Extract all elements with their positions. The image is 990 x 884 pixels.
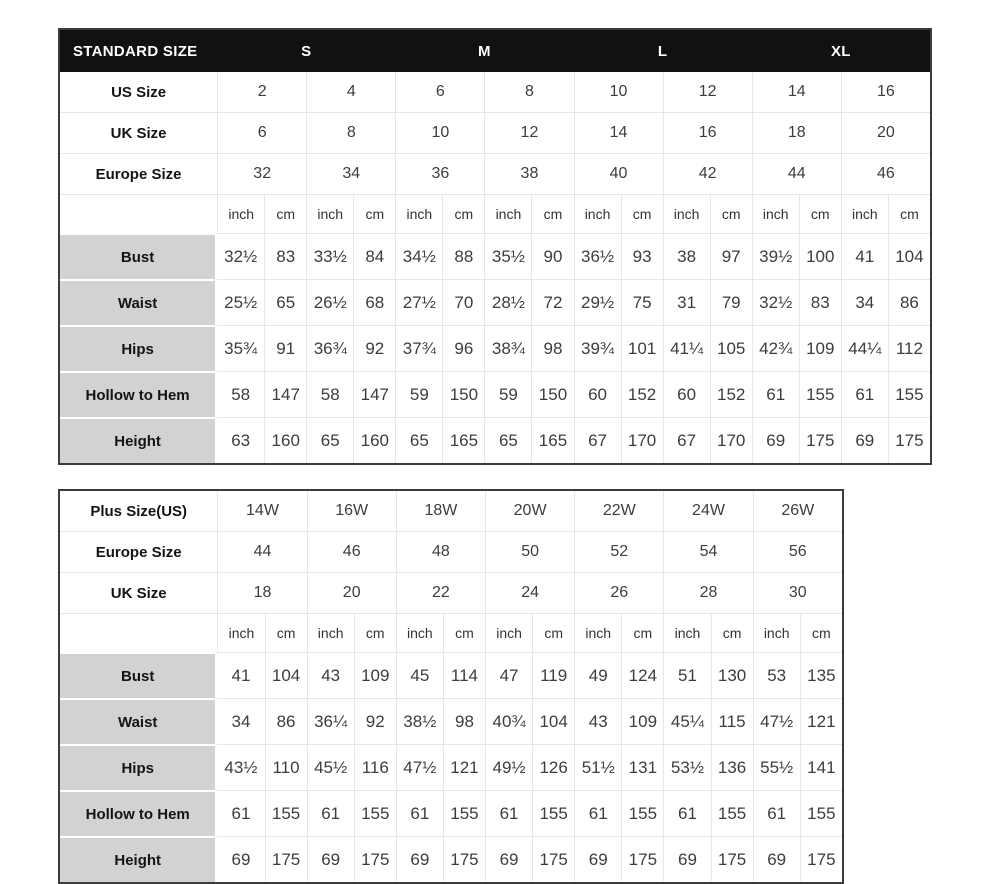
measurement-value: 34½ [395, 233, 442, 279]
measurement-value: 51½ [574, 744, 621, 790]
measurement-value: 119 [532, 652, 574, 698]
unit-inch-label: inch [753, 613, 800, 652]
measure-row [60, 652, 842, 698]
measurement-value: 42¾ [752, 325, 799, 371]
measurement-value: 175 [354, 836, 396, 882]
measurement-value: 109 [621, 698, 663, 744]
measurement-label: Hollow to Hem [60, 790, 217, 836]
measurement-value: 150 [442, 371, 484, 417]
size-value: 22W [574, 491, 663, 531]
measurement-label: Bust [60, 652, 217, 698]
measure-row [60, 790, 842, 836]
size-value: 14 [752, 72, 841, 112]
size-value: 28 [663, 572, 752, 613]
measurement-value: 38¾ [484, 325, 531, 371]
measurement-value: 65 [264, 279, 306, 325]
measurement-value: 61 [485, 790, 532, 836]
measurement-value: 124 [621, 652, 663, 698]
measurement-value: 175 [799, 417, 841, 463]
size-value: 40 [574, 153, 663, 194]
unit-inch-label: inch [217, 613, 264, 652]
measurement-value: 97 [710, 233, 752, 279]
unit-inch-label: inch [395, 194, 442, 233]
measurement-value: 175 [621, 836, 663, 882]
measurement-value: 41¼ [663, 325, 710, 371]
measurement-value: 49 [574, 652, 621, 698]
measurement-value: 175 [711, 836, 753, 882]
size-value: 6 [217, 112, 306, 153]
size-value: 16 [841, 72, 930, 112]
unit-inch-label: inch [663, 613, 710, 652]
measurement-value: 61 [752, 371, 799, 417]
measurement-value: 27½ [395, 279, 442, 325]
measurement-value: 98 [443, 698, 485, 744]
size-value: 48 [396, 531, 485, 572]
size-row [60, 572, 842, 613]
measurement-value: 160 [264, 417, 306, 463]
measurement-value: 69 [663, 836, 710, 882]
measurement-value: 109 [354, 652, 396, 698]
measurement-value: 175 [265, 836, 307, 882]
measurement-value: 36¾ [306, 325, 353, 371]
size-value: 44 [217, 531, 306, 572]
measurement-value: 60 [574, 371, 621, 417]
measurement-value: 43 [574, 698, 621, 744]
empty-label [60, 194, 217, 233]
size-value: 14 [574, 112, 663, 153]
row-label: Europe Size [60, 153, 217, 194]
measurement-value: 38 [663, 233, 710, 279]
measurement-value: 114 [443, 652, 485, 698]
measurement-value: 130 [711, 652, 753, 698]
measurement-value: 175 [532, 836, 574, 882]
measurement-value: 47½ [753, 698, 800, 744]
size-value: 18 [217, 572, 306, 613]
measurement-value: 37¾ [395, 325, 442, 371]
measurement-value: 28½ [484, 279, 531, 325]
measurement-value: 34 [217, 698, 264, 744]
measurement-value: 35½ [484, 233, 531, 279]
measure-row [60, 417, 930, 463]
size-value: 46 [307, 531, 396, 572]
size-group-l: L [574, 30, 752, 72]
measurement-value: 60 [663, 371, 710, 417]
unit-inch-label: inch [841, 194, 888, 233]
measurement-value: 155 [532, 790, 574, 836]
measurement-value: 152 [621, 371, 663, 417]
measurement-value: 126 [532, 744, 574, 790]
unit-inch-label: inch [574, 613, 621, 652]
unit-inch-label: inch [574, 194, 621, 233]
measure-row [60, 744, 842, 790]
measure-row [60, 325, 930, 371]
measurement-label: Bust [60, 233, 217, 279]
row-label: UK Size [60, 572, 217, 613]
measurement-value: 112 [888, 325, 930, 371]
unit-cm-label: cm [711, 613, 753, 652]
measurement-value: 65 [306, 417, 353, 463]
measurement-value: 34 [841, 279, 888, 325]
measurement-value: 61 [307, 790, 354, 836]
measurement-value: 155 [799, 371, 841, 417]
size-value: 38 [484, 153, 573, 194]
measurement-value: 51 [663, 652, 710, 698]
plus-size-table [58, 489, 844, 884]
measurement-value: 31 [663, 279, 710, 325]
size-value: 8 [484, 72, 573, 112]
measurement-value: 170 [710, 417, 752, 463]
size-value: 12 [484, 112, 573, 153]
measurement-value: 49½ [485, 744, 532, 790]
measurement-value: 121 [443, 744, 485, 790]
size-group-s: S [217, 30, 395, 72]
measurement-value: 116 [354, 744, 396, 790]
measurement-value: 67 [574, 417, 621, 463]
measurement-value: 90 [531, 233, 573, 279]
measurement-value: 65 [484, 417, 531, 463]
unit-cm-label: cm [264, 194, 306, 233]
row-label: Europe Size [60, 531, 217, 572]
measurement-value: 69 [217, 836, 264, 882]
measurement-value: 155 [354, 790, 396, 836]
unit-inch-label: inch [485, 613, 532, 652]
size-value: 20 [841, 112, 930, 153]
measurement-value: 61 [574, 790, 621, 836]
unit-cm-label: cm [442, 194, 484, 233]
measurement-value: 61 [217, 790, 264, 836]
measure-row [60, 371, 930, 417]
measurement-value: 39½ [752, 233, 799, 279]
measurement-value: 36¼ [307, 698, 354, 744]
size-value: 56 [753, 531, 842, 572]
unit-inch-label: inch [752, 194, 799, 233]
measurement-value: 61 [663, 790, 710, 836]
measurement-value: 91 [264, 325, 306, 371]
size-value: 34 [306, 153, 395, 194]
measurement-value: 61 [396, 790, 443, 836]
size-value: 4 [306, 72, 395, 112]
unit-inch-label: inch [396, 613, 443, 652]
measurement-value: 75 [621, 279, 663, 325]
measurement-value: 175 [443, 836, 485, 882]
size-value: 24 [485, 572, 574, 613]
measurement-value: 92 [354, 698, 396, 744]
measurement-value: 69 [753, 836, 800, 882]
empty-label [60, 613, 217, 652]
measurement-value: 25½ [217, 279, 264, 325]
size-value: 24W [663, 491, 752, 531]
measurement-value: 69 [752, 417, 799, 463]
measurement-value: 45½ [307, 744, 354, 790]
measurement-value: 79 [710, 279, 752, 325]
measurement-value: 93 [621, 233, 663, 279]
size-value: 6 [395, 72, 484, 112]
measurement-value: 26½ [306, 279, 353, 325]
measurement-value: 155 [711, 790, 753, 836]
size-value: 2 [217, 72, 306, 112]
unit-inch-label: inch [663, 194, 710, 233]
measurement-value: 135 [800, 652, 842, 698]
size-value: 18 [752, 112, 841, 153]
measurement-value: 104 [532, 698, 574, 744]
size-value: 52 [574, 531, 663, 572]
size-value: 10 [395, 112, 484, 153]
measurement-value: 69 [396, 836, 443, 882]
measure-row [60, 233, 930, 279]
measurement-value: 155 [621, 790, 663, 836]
measurement-value: 59 [395, 371, 442, 417]
measurement-value: 32½ [752, 279, 799, 325]
measurement-value: 175 [800, 836, 842, 882]
measurement-value: 104 [888, 233, 930, 279]
measurement-value: 105 [710, 325, 752, 371]
measure-row [60, 698, 842, 744]
unit-cm-label: cm [531, 194, 573, 233]
measurement-value: 150 [531, 371, 573, 417]
measurement-value: 160 [353, 417, 395, 463]
size-value: 20 [307, 572, 396, 613]
units-row [60, 613, 842, 652]
size-value: 30 [753, 572, 842, 613]
measurement-value: 141 [800, 744, 842, 790]
measurement-value: 41 [841, 233, 888, 279]
measurement-value: 131 [621, 744, 663, 790]
measurement-value: 88 [442, 233, 484, 279]
measure-row [60, 279, 930, 325]
unit-cm-label: cm [888, 194, 930, 233]
measurement-value: 47 [485, 652, 532, 698]
size-value: 42 [663, 153, 752, 194]
units-row [60, 194, 930, 233]
measurement-value: 61 [841, 371, 888, 417]
measurement-value: 110 [265, 744, 307, 790]
measurement-value: 65 [395, 417, 442, 463]
measurement-label: Height [60, 417, 217, 463]
measurement-label: Height [60, 836, 217, 882]
unit-cm-label: cm [265, 613, 307, 652]
measurement-value: 43 [307, 652, 354, 698]
measurement-value: 69 [485, 836, 532, 882]
unit-cm-label: cm [799, 194, 841, 233]
measurement-value: 70 [442, 279, 484, 325]
size-row [60, 531, 842, 572]
size-value: 26 [574, 572, 663, 613]
size-row [60, 153, 930, 194]
size-value: 18W [396, 491, 485, 531]
measurement-value: 115 [711, 698, 753, 744]
size-value: 16 [663, 112, 752, 153]
size-value: 14W [217, 491, 306, 531]
measurement-value: 109 [799, 325, 841, 371]
measurement-label: Hips [60, 744, 217, 790]
unit-cm-label: cm [443, 613, 485, 652]
size-value: 20W [485, 491, 574, 531]
unit-cm-label: cm [354, 613, 396, 652]
size-value: 32 [217, 153, 306, 194]
measurement-value: 101 [621, 325, 663, 371]
measurement-label: Hollow to Hem [60, 371, 217, 417]
size-value: 10 [574, 72, 663, 112]
measurement-value: 69 [574, 836, 621, 882]
measure-row [60, 836, 842, 882]
measurement-value: 44¼ [841, 325, 888, 371]
standard-header-row [60, 30, 930, 72]
measurement-value: 136 [711, 744, 753, 790]
unit-cm-label: cm [621, 194, 663, 233]
measurement-value: 86 [888, 279, 930, 325]
row-label: UK Size [60, 112, 217, 153]
size-value: 50 [485, 531, 574, 572]
measurement-value: 83 [799, 279, 841, 325]
unit-cm-label: cm [621, 613, 663, 652]
size-value: 12 [663, 72, 752, 112]
size-value: 46 [841, 153, 930, 194]
size-value: 8 [306, 112, 395, 153]
size-value: 36 [395, 153, 484, 194]
measurement-value: 69 [307, 836, 354, 882]
size-row [60, 491, 842, 531]
measurement-value: 175 [888, 417, 930, 463]
size-value: 44 [752, 153, 841, 194]
measurement-label: Waist [60, 279, 217, 325]
size-group-m: M [395, 30, 573, 72]
size-row [60, 112, 930, 153]
measurement-value: 72 [531, 279, 573, 325]
measurement-label: Waist [60, 698, 217, 744]
measurement-value: 35¾ [217, 325, 264, 371]
measurement-value: 92 [353, 325, 395, 371]
row-label: Plus Size(US) [60, 491, 217, 531]
unit-cm-label: cm [710, 194, 752, 233]
measurement-value: 41 [217, 652, 264, 698]
measurement-value: 53½ [663, 744, 710, 790]
measurement-value: 59 [484, 371, 531, 417]
measurement-value: 104 [265, 652, 307, 698]
row-label: US Size [60, 72, 217, 112]
standard-size-table [58, 28, 932, 465]
measurement-value: 58 [306, 371, 353, 417]
measurement-value: 47½ [396, 744, 443, 790]
measurement-value: 86 [265, 698, 307, 744]
measurement-value: 155 [265, 790, 307, 836]
measurement-value: 40¾ [485, 698, 532, 744]
measurement-value: 155 [888, 371, 930, 417]
measurement-value: 83 [264, 233, 306, 279]
measurement-value: 96 [442, 325, 484, 371]
measurement-value: 39¾ [574, 325, 621, 371]
measurement-value: 155 [443, 790, 485, 836]
measurement-value: 45 [396, 652, 443, 698]
measurement-value: 33½ [306, 233, 353, 279]
unit-cm-label: cm [800, 613, 842, 652]
measurement-value: 55½ [753, 744, 800, 790]
measurement-value: 63 [217, 417, 264, 463]
measurement-value: 165 [531, 417, 573, 463]
size-value: 16W [307, 491, 396, 531]
table-title: STANDARD SIZE [60, 30, 217, 72]
unit-inch-label: inch [307, 613, 354, 652]
measurement-value: 165 [442, 417, 484, 463]
measurement-value: 152 [710, 371, 752, 417]
measurement-value: 43½ [217, 744, 264, 790]
measurement-value: 45¼ [663, 698, 710, 744]
measurement-value: 147 [353, 371, 395, 417]
measurement-value: 32½ [217, 233, 264, 279]
measurement-value: 147 [264, 371, 306, 417]
measurement-value: 69 [841, 417, 888, 463]
measurement-value: 155 [800, 790, 842, 836]
measurement-label: Hips [60, 325, 217, 371]
size-value: 22 [396, 572, 485, 613]
measurement-value: 58 [217, 371, 264, 417]
measurement-value: 84 [353, 233, 395, 279]
unit-inch-label: inch [306, 194, 353, 233]
unit-inch-label: inch [484, 194, 531, 233]
measurement-value: 121 [800, 698, 842, 744]
unit-cm-label: cm [353, 194, 395, 233]
measurement-value: 170 [621, 417, 663, 463]
unit-cm-label: cm [532, 613, 574, 652]
size-value: 26W [753, 491, 842, 531]
measurement-value: 100 [799, 233, 841, 279]
measurement-value: 61 [753, 790, 800, 836]
size-row [60, 72, 930, 112]
measurement-value: 68 [353, 279, 395, 325]
measurement-value: 29½ [574, 279, 621, 325]
size-value: 54 [663, 531, 752, 572]
measurement-value: 53 [753, 652, 800, 698]
measurement-value: 38½ [396, 698, 443, 744]
measurement-value: 36½ [574, 233, 621, 279]
unit-inch-label: inch [217, 194, 264, 233]
measurement-value: 67 [663, 417, 710, 463]
measurement-value: 98 [531, 325, 573, 371]
size-group-xl: XL [752, 30, 930, 72]
